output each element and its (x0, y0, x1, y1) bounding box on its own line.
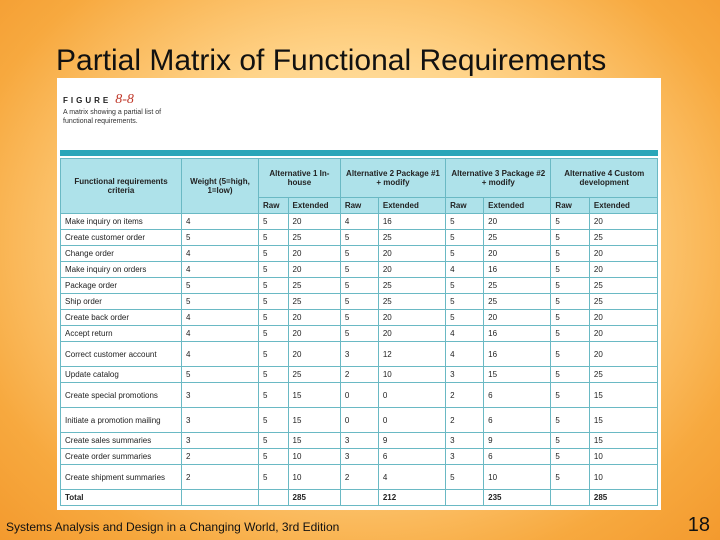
figure (57, 78, 661, 510)
extended-score-cell: 6 (484, 449, 551, 465)
table-row (61, 214, 658, 230)
raw-score-cell: 5 (259, 214, 289, 230)
raw-score-cell: 4 (446, 262, 484, 278)
weight-cell: 5 (182, 230, 259, 246)
raw-score-cell: 5 (446, 246, 484, 262)
header-alt1: Alternative 1 In-house (259, 159, 341, 198)
table-row (61, 408, 658, 433)
weight-cell: 4 (182, 326, 259, 342)
raw-score-cell: 5 (259, 383, 289, 408)
criteria-cell: Update catalog (61, 367, 182, 383)
table-row (61, 367, 658, 383)
subheader-raw: Raw (259, 198, 289, 214)
header-alt3: Alternative 3 Package #2 + modify (446, 159, 551, 198)
criteria-cell: Create order summaries (61, 449, 182, 465)
total-raw-cell (259, 490, 289, 506)
extended-score-cell: 16 (484, 326, 551, 342)
raw-score-cell: 5 (551, 408, 589, 433)
extended-score-cell: 25 (378, 230, 445, 246)
raw-score-cell: 5 (259, 342, 289, 367)
criteria-cell: Make inquiry on items (61, 214, 182, 230)
weight-cell: 5 (182, 367, 259, 383)
raw-score-cell: 5 (259, 230, 289, 246)
raw-score-cell: 3 (446, 367, 484, 383)
extended-score-cell: 15 (589, 383, 657, 408)
weight-cell: 3 (182, 408, 259, 433)
criteria-cell: Create special promotions (61, 383, 182, 408)
extended-score-cell: 25 (484, 278, 551, 294)
extended-score-cell: 25 (378, 294, 445, 310)
header-criteria: Functional requirements criteria (61, 159, 182, 214)
raw-score-cell: 3 (340, 449, 378, 465)
total-extended-alt3: 235 (484, 490, 551, 506)
extended-score-cell: 20 (589, 310, 657, 326)
slide-title: Partial Matrix of Functional Requirements (56, 44, 607, 77)
table-row (61, 310, 658, 326)
raw-score-cell: 2 (446, 383, 484, 408)
criteria-cell: Create shipment summaries (61, 465, 182, 490)
weight-cell: 2 (182, 465, 259, 490)
raw-score-cell: 5 (446, 294, 484, 310)
raw-score-cell: 5 (340, 262, 378, 278)
table-row (61, 230, 658, 246)
figure-divider (60, 150, 658, 156)
raw-score-cell: 5 (551, 367, 589, 383)
subheader-extended: Extended (288, 198, 340, 214)
extended-score-cell: 9 (378, 433, 445, 449)
subheader-extended: Extended (589, 198, 657, 214)
raw-score-cell: 5 (446, 310, 484, 326)
extended-score-cell: 12 (378, 342, 445, 367)
raw-score-cell: 5 (340, 278, 378, 294)
subheader-extended: Extended (484, 198, 551, 214)
table-row (61, 433, 658, 449)
criteria-cell: Create back order (61, 310, 182, 326)
extended-score-cell: 4 (378, 465, 445, 490)
total-row (61, 490, 658, 506)
raw-score-cell: 3 (340, 433, 378, 449)
weight-cell: 2 (182, 449, 259, 465)
table-row (61, 326, 658, 342)
extended-score-cell: 25 (288, 230, 340, 246)
extended-score-cell: 15 (288, 433, 340, 449)
weight-cell: 5 (182, 278, 259, 294)
criteria-cell: Ship order (61, 294, 182, 310)
requirements-matrix (60, 158, 658, 506)
table-row (61, 465, 658, 490)
weight-cell: 4 (182, 342, 259, 367)
table-row (61, 262, 658, 278)
total-extended-alt4: 285 (589, 490, 657, 506)
raw-score-cell: 5 (551, 310, 589, 326)
total-raw-cell (551, 490, 589, 506)
footer-text: Systems Analysis and Design in a Changing World, 3rd Edition (6, 520, 340, 534)
raw-score-cell: 5 (551, 262, 589, 278)
raw-score-cell: 5 (259, 465, 289, 490)
extended-score-cell: 6 (484, 408, 551, 433)
weight-cell: 4 (182, 310, 259, 326)
header-alt4: Alternative 4 Custom development (551, 159, 658, 198)
subheader-extended: Extended (378, 198, 445, 214)
table-row (61, 383, 658, 408)
extended-score-cell: 20 (288, 342, 340, 367)
raw-score-cell: 5 (259, 310, 289, 326)
table-row (61, 294, 658, 310)
subheader-raw: Raw (446, 198, 484, 214)
criteria-cell: Make inquiry on orders (61, 262, 182, 278)
extended-score-cell: 20 (589, 246, 657, 262)
extended-score-cell: 25 (288, 294, 340, 310)
subheader-raw: Raw (551, 198, 589, 214)
extended-score-cell: 16 (484, 342, 551, 367)
extended-score-cell: 25 (378, 278, 445, 294)
extended-score-cell: 0 (378, 383, 445, 408)
extended-score-cell: 25 (288, 367, 340, 383)
raw-score-cell: 3 (446, 449, 484, 465)
table-row (61, 246, 658, 262)
raw-score-cell: 3 (446, 433, 484, 449)
raw-score-cell: 5 (551, 449, 589, 465)
extended-score-cell: 20 (288, 262, 340, 278)
raw-score-cell: 4 (446, 342, 484, 367)
raw-score-cell: 5 (551, 383, 589, 408)
extended-score-cell: 15 (589, 408, 657, 433)
extended-score-cell: 20 (484, 310, 551, 326)
page-number: 18 (687, 514, 710, 536)
raw-score-cell: 2 (340, 465, 378, 490)
total-extended-alt1: 285 (288, 490, 340, 506)
raw-score-cell: 5 (340, 310, 378, 326)
weight-cell: 4 (182, 262, 259, 278)
extended-score-cell: 20 (288, 214, 340, 230)
raw-score-cell: 5 (551, 230, 589, 246)
extended-score-cell: 20 (589, 326, 657, 342)
total-weight-cell (182, 490, 259, 506)
extended-score-cell: 0 (378, 408, 445, 433)
weight-cell: 3 (182, 383, 259, 408)
extended-score-cell: 20 (589, 214, 657, 230)
extended-score-cell: 20 (378, 326, 445, 342)
extended-score-cell: 6 (484, 383, 551, 408)
raw-score-cell: 5 (340, 326, 378, 342)
extended-score-cell: 20 (484, 246, 551, 262)
raw-score-cell: 5 (340, 230, 378, 246)
extended-score-cell: 25 (484, 294, 551, 310)
raw-score-cell: 5 (446, 214, 484, 230)
subheader-raw: Raw (340, 198, 378, 214)
raw-score-cell: 2 (340, 367, 378, 383)
extended-score-cell: 20 (589, 342, 657, 367)
criteria-cell: Correct customer account (61, 342, 182, 367)
criteria-cell: Accept return (61, 326, 182, 342)
raw-score-cell: 5 (259, 246, 289, 262)
criteria-cell: Create customer order (61, 230, 182, 246)
criteria-cell: Initiate a promotion mailing (61, 408, 182, 433)
weight-cell: 4 (182, 214, 259, 230)
criteria-cell: Create sales summaries (61, 433, 182, 449)
extended-score-cell: 25 (484, 230, 551, 246)
raw-score-cell: 5 (446, 230, 484, 246)
extended-score-cell: 10 (288, 449, 340, 465)
raw-score-cell: 5 (551, 246, 589, 262)
extended-score-cell: 20 (484, 214, 551, 230)
raw-score-cell: 5 (259, 449, 289, 465)
raw-score-cell: 4 (340, 214, 378, 230)
raw-score-cell: 5 (259, 408, 289, 433)
weight-cell: 4 (182, 246, 259, 262)
extended-score-cell: 20 (378, 246, 445, 262)
table-row (61, 278, 658, 294)
extended-score-cell: 25 (288, 278, 340, 294)
extended-score-cell: 10 (589, 449, 657, 465)
figure-caption: A matrix showing a partial list of functional requirements. (63, 109, 162, 125)
raw-score-cell: 5 (551, 214, 589, 230)
total-raw-cell (446, 490, 484, 506)
extended-score-cell: 25 (589, 294, 657, 310)
extended-score-cell: 25 (589, 278, 657, 294)
figure-number: 8-8 (115, 92, 134, 107)
table-row (61, 342, 658, 367)
extended-score-cell: 20 (288, 310, 340, 326)
header-weight: Weight (5=high, 1=low) (182, 159, 259, 214)
raw-score-cell: 3 (340, 342, 378, 367)
raw-score-cell: 5 (340, 246, 378, 262)
criteria-cell: Change order (61, 246, 182, 262)
extended-score-cell: 20 (288, 326, 340, 342)
total-label: Total (61, 490, 182, 506)
raw-score-cell: 5 (259, 367, 289, 383)
criteria-cell: Package order (61, 278, 182, 294)
extended-score-cell: 15 (288, 383, 340, 408)
total-extended-alt2: 212 (378, 490, 445, 506)
table-row (61, 449, 658, 465)
figure-label: FIGURE (63, 96, 112, 105)
extended-score-cell: 16 (484, 262, 551, 278)
extended-score-cell: 25 (589, 230, 657, 246)
extended-score-cell: 9 (484, 433, 551, 449)
total-raw-cell (340, 490, 378, 506)
extended-score-cell: 20 (589, 262, 657, 278)
raw-score-cell: 5 (340, 294, 378, 310)
raw-score-cell: 5 (446, 278, 484, 294)
raw-score-cell: 0 (340, 383, 378, 408)
raw-score-cell: 5 (551, 465, 589, 490)
raw-score-cell: 5 (259, 262, 289, 278)
extended-score-cell: 20 (288, 246, 340, 262)
extended-score-cell: 6 (378, 449, 445, 465)
raw-score-cell: 5 (551, 326, 589, 342)
extended-score-cell: 10 (484, 465, 551, 490)
weight-cell: 3 (182, 433, 259, 449)
extended-score-cell: 10 (589, 465, 657, 490)
header-alt2: Alternative 2 Package #1 + modify (340, 159, 445, 198)
matrix-body (61, 214, 658, 506)
raw-score-cell: 5 (551, 278, 589, 294)
extended-score-cell: 20 (378, 310, 445, 326)
raw-score-cell: 4 (446, 326, 484, 342)
raw-score-cell: 5 (259, 326, 289, 342)
raw-score-cell: 5 (551, 294, 589, 310)
figure-heading (63, 90, 134, 108)
raw-score-cell: 0 (340, 408, 378, 433)
extended-score-cell: 20 (378, 262, 445, 278)
extended-score-cell: 15 (484, 367, 551, 383)
extended-score-cell: 10 (378, 367, 445, 383)
weight-cell: 5 (182, 294, 259, 310)
extended-score-cell: 15 (288, 408, 340, 433)
raw-score-cell: 5 (259, 433, 289, 449)
extended-score-cell: 16 (378, 214, 445, 230)
raw-score-cell: 2 (446, 408, 484, 433)
extended-score-cell: 10 (288, 465, 340, 490)
raw-score-cell: 5 (551, 433, 589, 449)
extended-score-cell: 25 (589, 367, 657, 383)
raw-score-cell: 5 (259, 278, 289, 294)
extended-score-cell: 15 (589, 433, 657, 449)
raw-score-cell: 5 (259, 294, 289, 310)
raw-score-cell: 5 (551, 342, 589, 367)
raw-score-cell: 5 (446, 465, 484, 490)
